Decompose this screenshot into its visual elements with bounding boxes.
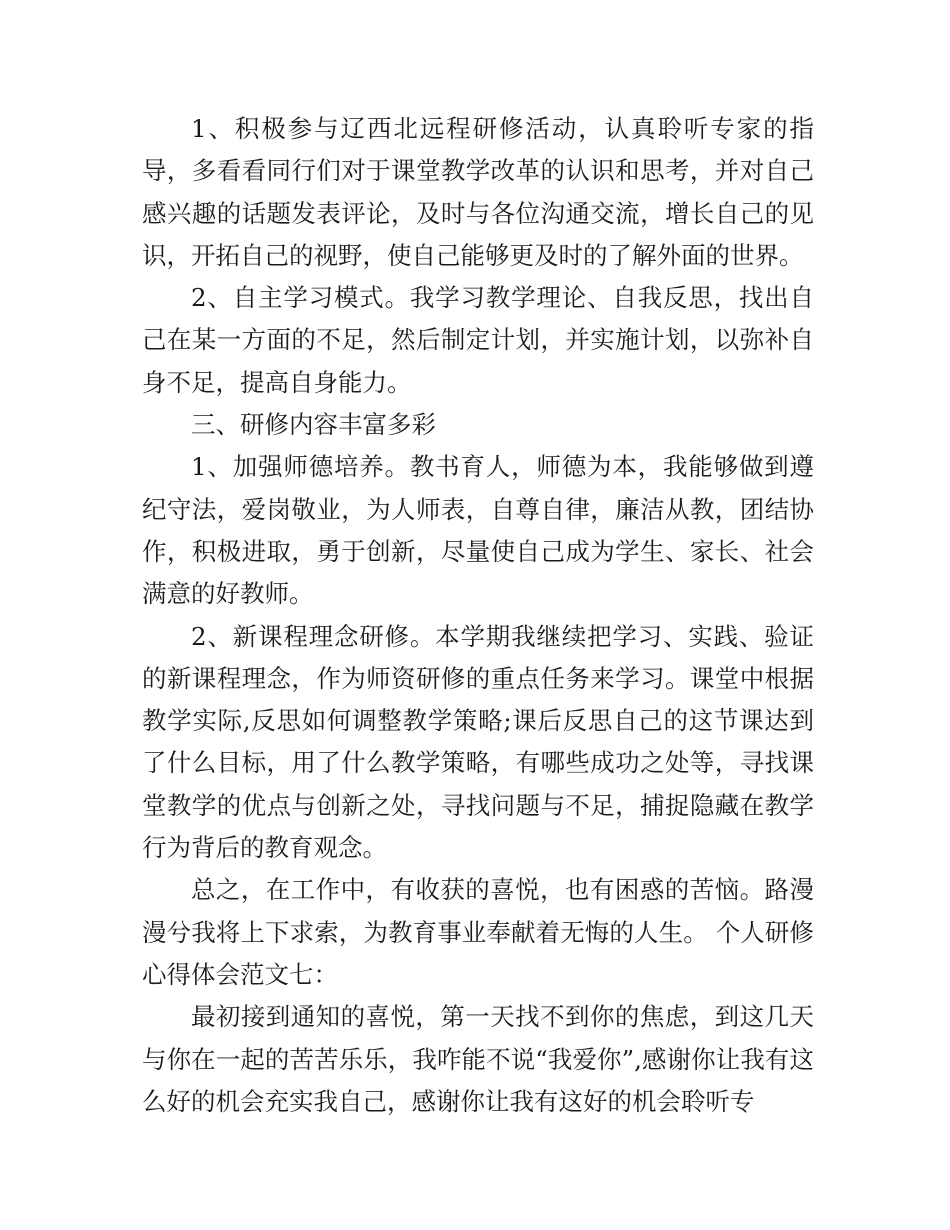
- document-body: [142, 108, 814, 1123]
- section-heading-content: 三、研修内容丰富多彩: [191, 410, 436, 440]
- paragraph-sample-seven: 最初接到通知的喜悦，第一天找不到你的焦虑，到这几天与你在一起的苦苦乐乐，我咋能不说“我爱你”,感谢你让我有这么好的机会充实我自己，感谢你让我有这好的机会聆听专: [142, 1002, 814, 1116]
- paragraph-self-study: 2、自主学习模式。我学习教学理论、自我反思，找出自己在某一方面的不足，然后制定计划，并实施计划，以弥补自身不足，提高自身能力。: [142, 283, 814, 397]
- paragraph-new-curriculum: 2、新课程理念研修。本学期我继续把学习、实践、验证的新课程理念，作为师资研修的重点任务来学习。课堂中根据教学实际,反思如何调整教学策略;课后反思自己的这节课达到了什么目标，用了什么教学策略，有哪些成功之处等，寻找课堂教学的优点与创新之处，寻找问题与不足，捕捉隐藏在教学行为背后的教育观念。: [142, 621, 814, 863]
- paragraph-summary: 总之，在工作中，有收获的喜悦，也有困惑的苦恼。路漫漫兮我将上下求索，为教育事业奉献着无悔的人生。 个人研修心得体会范文七：: [142, 875, 814, 989]
- paragraph-remote-training: 1、积极参与辽西北远程研修活动，认真聆听专家的指导，多看看同行们对于课堂教学改革的认识和思考，并对自己感兴趣的话题发表评论，及时与各位沟通交流，增长自己的见识，开拓自己的视野，使自己能够更及时的了解外面的世界。: [142, 114, 814, 270]
- paragraph-ethics: 1、加强师德培养。教书育人，师德为本，我能够做到遵纪守法，爱岗敬业，为人师表，自尊自律，廉洁从教，团结协作，积极进取，勇于创新，尽量使自己成为学生、家长、社会满意的好教师。: [142, 452, 814, 609]
